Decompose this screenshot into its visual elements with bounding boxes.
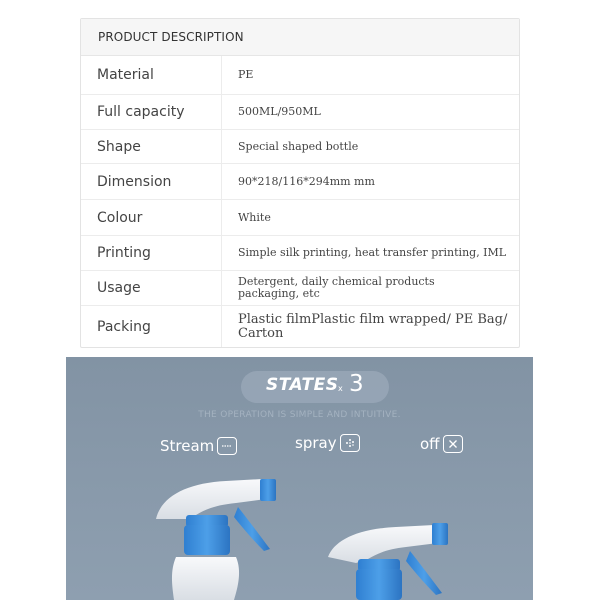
row-label: Dimension: [81, 164, 222, 199]
states-title: STATES: [266, 375, 339, 395]
row-label: Usage: [81, 271, 222, 305]
row-value: 500ML/950ML: [238, 105, 321, 118]
states-count: 3: [349, 371, 364, 397]
left-sprayer: [156, 479, 276, 600]
table-row: [81, 236, 519, 271]
table-header: PRODUCT DESCRIPTION: [81, 19, 519, 56]
table-row: [81, 200, 519, 236]
mode-label: off: [420, 435, 440, 453]
table-row: [81, 95, 519, 130]
bottles-illustration: [66, 357, 533, 600]
table-row: [81, 130, 519, 164]
product-description-table: [80, 18, 520, 348]
row-value: White: [238, 210, 271, 224]
table-row: [81, 164, 519, 200]
row-value: PE: [238, 68, 254, 81]
row-value: Plastic filmPlastic film wrapped/ PE Bag/ Carton: [238, 311, 508, 341]
table-row: [81, 306, 519, 347]
banner-subtitle: THE OPERATION IS SIMPLE AND INTUITIVE.: [198, 410, 401, 420]
mode-label: spray: [295, 434, 337, 452]
row-label: Full capacity: [81, 95, 222, 129]
row-label: Shape: [81, 130, 222, 163]
row-label: Printing: [81, 236, 222, 270]
times-sign: x: [338, 384, 343, 393]
row-value: Simple silk printing, heat transfer printing, IML: [238, 246, 507, 259]
row-value: 90*218/116*294mm mm: [238, 174, 375, 188]
states-banner: [66, 357, 533, 600]
table-row: [81, 56, 519, 95]
right-sprayer: [328, 523, 448, 600]
row-label: Colour: [81, 200, 222, 235]
mode-label: Stream: [160, 437, 215, 455]
row-value: Detergent, daily chemical products packaging, etc: [238, 275, 435, 300]
table-row: [81, 271, 519, 306]
row-value: Special shaped bottle: [238, 139, 359, 153]
row-label: Packing: [81, 306, 222, 347]
row-label: Material: [81, 56, 222, 94]
